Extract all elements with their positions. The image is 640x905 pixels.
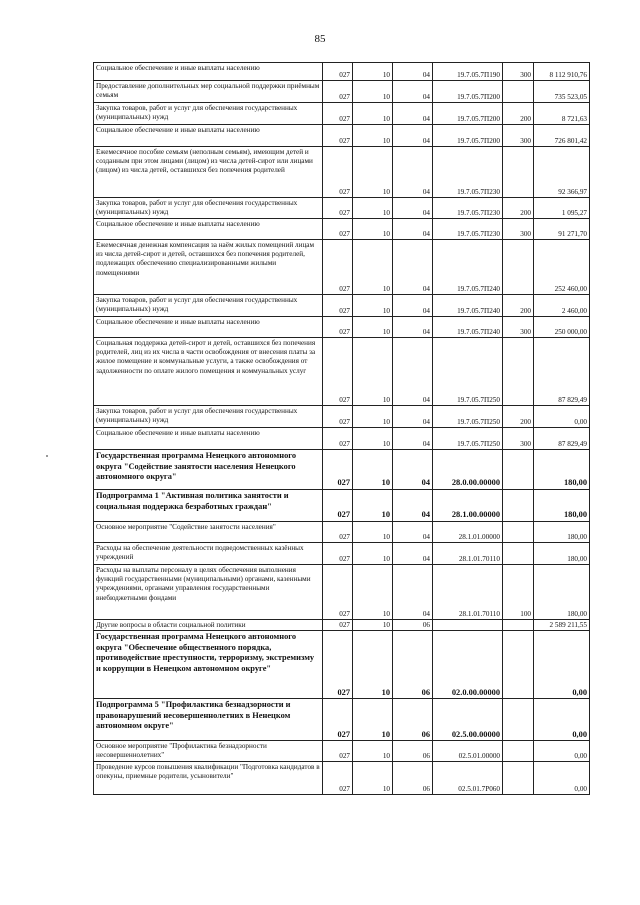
cell-name: Социальное обеспечение и иные выплаты населению bbox=[94, 125, 323, 147]
cell-amount: 180,00 bbox=[534, 450, 590, 490]
cell-target-article: 19.7.05.7П250 bbox=[433, 338, 503, 406]
cell-target-article: 19.7.05.7П200 bbox=[433, 103, 503, 125]
cell-expense-type: 200 bbox=[503, 406, 534, 428]
cell-name: Расходы на обеспечение деятельности подведомственных казённых учреждений bbox=[94, 543, 323, 565]
page-number: 85 bbox=[314, 33, 326, 45]
cell-grbs: 027 bbox=[323, 428, 353, 450]
cell-expense-type: 100 bbox=[503, 565, 534, 620]
cell-subsection: 04 bbox=[393, 406, 433, 428]
scan-speck bbox=[46, 455, 48, 457]
cell-amount: 2 589 211,55 bbox=[534, 620, 590, 631]
cell-section: 10 bbox=[353, 543, 393, 565]
table-row bbox=[94, 631, 590, 699]
cell-grbs: 027 bbox=[323, 699, 353, 741]
table-row bbox=[94, 147, 590, 198]
cell-section: 10 bbox=[353, 565, 393, 620]
cell-grbs: 027 bbox=[323, 219, 353, 240]
cell-grbs: 027 bbox=[323, 490, 353, 522]
cell-section: 10 bbox=[353, 240, 393, 295]
cell-subsection: 04 bbox=[393, 240, 433, 295]
cell-expense-type bbox=[503, 147, 534, 198]
cell-section: 10 bbox=[353, 631, 393, 699]
cell-subsection: 04 bbox=[393, 565, 433, 620]
cell-grbs: 027 bbox=[323, 295, 353, 317]
cell-target-article: 28.0.00.00000 bbox=[433, 450, 503, 490]
cell-expense-type: 200 bbox=[503, 198, 534, 219]
cell-amount: 180,00 bbox=[534, 543, 590, 565]
cell-name: Ежемесячная денежная компенсация за наём жилых помещений лицам из числа детей-сирот и детей, оставшихся без попечения родителей, подлежащих обеспечению специализированными жилыми помещениями bbox=[94, 240, 323, 295]
cell-section: 10 bbox=[353, 620, 393, 631]
cell-subsection: 04 bbox=[393, 125, 433, 147]
cell-amount: 180,00 bbox=[534, 522, 590, 543]
cell-name: Государственная программа Ненецкого автономного округа "Содействие занятости населения Ненецкого автономного округа" bbox=[94, 450, 323, 490]
cell-expense-type bbox=[503, 450, 534, 490]
cell-name: Расходы на выплаты персоналу в целях обеспечения выполнения функций государственными (муниципальными) органами, казенными учреждениями, органами управления государственными внебюджетными фондами bbox=[94, 565, 323, 620]
cell-target-article: 28.1.01.00000 bbox=[433, 522, 503, 543]
cell-amount: 8 112 910,76 bbox=[534, 63, 590, 81]
cell-target-article: 19.7.05.7П230 bbox=[433, 147, 503, 198]
cell-subsection: 04 bbox=[393, 103, 433, 125]
cell-subsection: 04 bbox=[393, 338, 433, 406]
table-row bbox=[94, 490, 590, 522]
cell-amount: 0,00 bbox=[534, 631, 590, 699]
cell-name: Другие вопросы в области социальной политики bbox=[94, 620, 323, 631]
cell-expense-type bbox=[503, 240, 534, 295]
cell-amount: 0,00 bbox=[534, 741, 590, 762]
cell-grbs: 027 bbox=[323, 631, 353, 699]
table-row bbox=[94, 81, 590, 103]
cell-amount: 91 271,70 bbox=[534, 219, 590, 240]
cell-expense-type: 200 bbox=[503, 295, 534, 317]
cell-target-article: 02.5.01.7Р060 bbox=[433, 762, 503, 795]
cell-section: 10 bbox=[353, 125, 393, 147]
table-row bbox=[94, 219, 590, 240]
cell-name: Социальное обеспечение и иные выплаты населению bbox=[94, 428, 323, 450]
cell-expense-type bbox=[503, 522, 534, 543]
cell-grbs: 027 bbox=[323, 620, 353, 631]
table-row bbox=[94, 450, 590, 490]
cell-expense-type bbox=[503, 699, 534, 741]
table-row bbox=[94, 620, 590, 631]
cell-grbs: 027 bbox=[323, 125, 353, 147]
cell-subsection: 04 bbox=[393, 63, 433, 81]
cell-name: Социальное обеспечение и иные выплаты населению bbox=[94, 63, 323, 81]
cell-section: 10 bbox=[353, 103, 393, 125]
cell-name: Закупка товаров, работ и услуг для обеспечения государственных (муниципальных) нужд bbox=[94, 103, 323, 125]
cell-subsection: 04 bbox=[393, 81, 433, 103]
cell-subsection: 06 bbox=[393, 762, 433, 795]
cell-target-article: 19.7.05.7П240 bbox=[433, 317, 503, 338]
cell-amount: 1 095,27 bbox=[534, 198, 590, 219]
cell-subsection: 04 bbox=[393, 295, 433, 317]
cell-subsection: 04 bbox=[393, 198, 433, 219]
cell-grbs: 027 bbox=[323, 338, 353, 406]
cell-subsection: 06 bbox=[393, 741, 433, 762]
cell-expense-type: 200 bbox=[503, 103, 534, 125]
cell-amount: 87 829,49 bbox=[534, 428, 590, 450]
cell-expense-type: 300 bbox=[503, 428, 534, 450]
cell-target-article bbox=[433, 620, 503, 631]
cell-section: 10 bbox=[353, 81, 393, 103]
cell-name: Подпрограмма 5 "Профилактика безнадзорности и правонарушений несовершеннолетних в Ненецком автономном округе" bbox=[94, 699, 323, 741]
cell-target-article: 02.5.01.00000 bbox=[433, 741, 503, 762]
cell-section: 10 bbox=[353, 450, 393, 490]
cell-grbs: 027 bbox=[323, 565, 353, 620]
cell-amount: 87 829,49 bbox=[534, 338, 590, 406]
cell-target-article: 19.7.05.7П190 bbox=[433, 63, 503, 81]
cell-subsection: 04 bbox=[393, 522, 433, 543]
cell-grbs: 027 bbox=[323, 147, 353, 198]
cell-target-article: 19.7.05.7П200 bbox=[433, 125, 503, 147]
cell-name: Подпрограмма 1 "Активная политика занятости и социальная поддержка безработных граждан" bbox=[94, 490, 323, 522]
cell-section: 10 bbox=[353, 428, 393, 450]
cell-amount: 0,00 bbox=[534, 762, 590, 795]
cell-expense-type bbox=[503, 81, 534, 103]
cell-name: Закупка товаров, работ и услуг для обеспечения государственных (муниципальных) нужд bbox=[94, 198, 323, 219]
table-row bbox=[94, 762, 590, 795]
cell-grbs: 027 bbox=[323, 63, 353, 81]
table-row bbox=[94, 428, 590, 450]
cell-subsection: 04 bbox=[393, 317, 433, 338]
cell-target-article: 28.1.01.70110 bbox=[433, 543, 503, 565]
cell-expense-type bbox=[503, 490, 534, 522]
cell-amount: 0,00 bbox=[534, 699, 590, 741]
cell-expense-type bbox=[503, 620, 534, 631]
cell-subsection: 04 bbox=[393, 543, 433, 565]
cell-section: 10 bbox=[353, 63, 393, 81]
cell-amount: 2 460,00 bbox=[534, 295, 590, 317]
cell-expense-type bbox=[503, 741, 534, 762]
cell-subsection: 04 bbox=[393, 450, 433, 490]
cell-section: 10 bbox=[353, 699, 393, 741]
cell-amount: 252 460,00 bbox=[534, 240, 590, 295]
cell-amount: 92 366,97 bbox=[534, 147, 590, 198]
cell-grbs: 027 bbox=[323, 240, 353, 295]
cell-section: 10 bbox=[353, 762, 393, 795]
cell-target-article: 19.7.05.7П240 bbox=[433, 240, 503, 295]
table-row bbox=[94, 317, 590, 338]
cell-amount: 8 721,63 bbox=[534, 103, 590, 125]
cell-target-article: 02.5.00.00000 bbox=[433, 699, 503, 741]
cell-target-article: 19.7.05.7П230 bbox=[433, 198, 503, 219]
cell-grbs: 027 bbox=[323, 450, 353, 490]
cell-subsection: 06 bbox=[393, 699, 433, 741]
table-row bbox=[94, 103, 590, 125]
table-row bbox=[94, 565, 590, 620]
cell-amount: 726 801,42 bbox=[534, 125, 590, 147]
table-row bbox=[94, 63, 590, 81]
cell-amount: 735 523,05 bbox=[534, 81, 590, 103]
cell-amount: 0,00 bbox=[534, 406, 590, 428]
cell-grbs: 027 bbox=[323, 741, 353, 762]
cell-name: Социальное обеспечение и иные выплаты населению bbox=[94, 219, 323, 240]
table-row bbox=[94, 522, 590, 543]
cell-name: Закупка товаров, работ и услуг для обеспечения государственных (муниципальных) нужд bbox=[94, 295, 323, 317]
cell-section: 10 bbox=[353, 406, 393, 428]
cell-target-article: 19.7.05.7П240 bbox=[433, 295, 503, 317]
cell-grbs: 027 bbox=[323, 522, 353, 543]
cell-expense-type bbox=[503, 338, 534, 406]
cell-target-article: 28.1.00.00000 bbox=[433, 490, 503, 522]
cell-name: Проведение курсов повышения квалификации "Подготовка кандидатов в опекуны, приемные родители, усыновители" bbox=[94, 762, 323, 795]
cell-section: 10 bbox=[353, 219, 393, 240]
cell-section: 10 bbox=[353, 198, 393, 219]
cell-expense-type bbox=[503, 631, 534, 699]
cell-expense-type: 300 bbox=[503, 63, 534, 81]
cell-amount: 180,00 bbox=[534, 565, 590, 620]
cell-grbs: 027 bbox=[323, 103, 353, 125]
cell-amount: 250 000,00 bbox=[534, 317, 590, 338]
cell-subsection: 04 bbox=[393, 428, 433, 450]
table-body bbox=[94, 63, 590, 795]
cell-expense-type: 300 bbox=[503, 125, 534, 147]
table-row bbox=[94, 240, 590, 295]
cell-name: Социальное обеспечение и иные выплаты населению bbox=[94, 317, 323, 338]
budget-table bbox=[93, 62, 590, 795]
table-row bbox=[94, 406, 590, 428]
table-row bbox=[94, 543, 590, 565]
cell-amount: 180,00 bbox=[534, 490, 590, 522]
cell-target-article: 19.7.05.7П250 bbox=[433, 428, 503, 450]
cell-section: 10 bbox=[353, 147, 393, 198]
cell-target-article: 19.7.05.7П230 bbox=[433, 219, 503, 240]
table-row bbox=[94, 125, 590, 147]
cell-subsection: 04 bbox=[393, 219, 433, 240]
cell-subsection: 06 bbox=[393, 620, 433, 631]
cell-expense-type bbox=[503, 762, 534, 795]
cell-grbs: 027 bbox=[323, 543, 353, 565]
cell-target-article: 19.7.05.7П250 bbox=[433, 406, 503, 428]
cell-grbs: 027 bbox=[323, 406, 353, 428]
table-row bbox=[94, 699, 590, 741]
cell-grbs: 027 bbox=[323, 762, 353, 795]
cell-section: 10 bbox=[353, 338, 393, 406]
cell-subsection: 06 bbox=[393, 631, 433, 699]
cell-name: Закупка товаров, работ и услуг для обеспечения государственных (муниципальных) нужд bbox=[94, 406, 323, 428]
cell-name: Основное мероприятие "Содействие занятости населения" bbox=[94, 522, 323, 543]
cell-section: 10 bbox=[353, 295, 393, 317]
cell-subsection: 04 bbox=[393, 147, 433, 198]
table-row bbox=[94, 198, 590, 219]
cell-grbs: 027 bbox=[323, 81, 353, 103]
cell-section: 10 bbox=[353, 741, 393, 762]
cell-section: 10 bbox=[353, 522, 393, 543]
table-row bbox=[94, 295, 590, 317]
table-row bbox=[94, 338, 590, 406]
cell-expense-type bbox=[503, 543, 534, 565]
cell-target-article: 28.1.01.70110 bbox=[433, 565, 503, 620]
cell-grbs: 027 bbox=[323, 198, 353, 219]
cell-target-article: 02.0.00.00000 bbox=[433, 631, 503, 699]
cell-name: Социальная поддержка детей-сирот и детей, оставшихся без попечения родителей, лиц из их числа в части освобождения от внесения платы за жилое помещение и коммунальные услуги, а также освобождения от задолженности по оплате жилого помещения и коммунальных услуг bbox=[94, 338, 323, 406]
cell-name: Государственная программа Ненецкого автономного округа "Обеспечение общественного порядка, противодействие преступности, терроризму, экстремизму и коррупции в Ненецком автономном округе" bbox=[94, 631, 323, 699]
cell-expense-type: 300 bbox=[503, 219, 534, 240]
cell-section: 10 bbox=[353, 490, 393, 522]
cell-name: Предоставление дополнительных мер социальной поддержки приёмным семьям bbox=[94, 81, 323, 103]
cell-section: 10 bbox=[353, 317, 393, 338]
cell-target-article: 19.7.05.7П200 bbox=[433, 81, 503, 103]
table-row bbox=[94, 741, 590, 762]
cell-subsection: 04 bbox=[393, 490, 433, 522]
cell-name: Основное мероприятие "Профилактика безнадзорности несовершеннолетних" bbox=[94, 741, 323, 762]
cell-name: Ежемесячное пособие семьям (неполным семьям), имеющим детей и созданным при этом лицами (лицом) из числа детей-сирот или лицами (лицом) из числа детей, оставшихся без попечения родителей bbox=[94, 147, 323, 198]
cell-expense-type: 300 bbox=[503, 317, 534, 338]
cell-grbs: 027 bbox=[323, 317, 353, 338]
